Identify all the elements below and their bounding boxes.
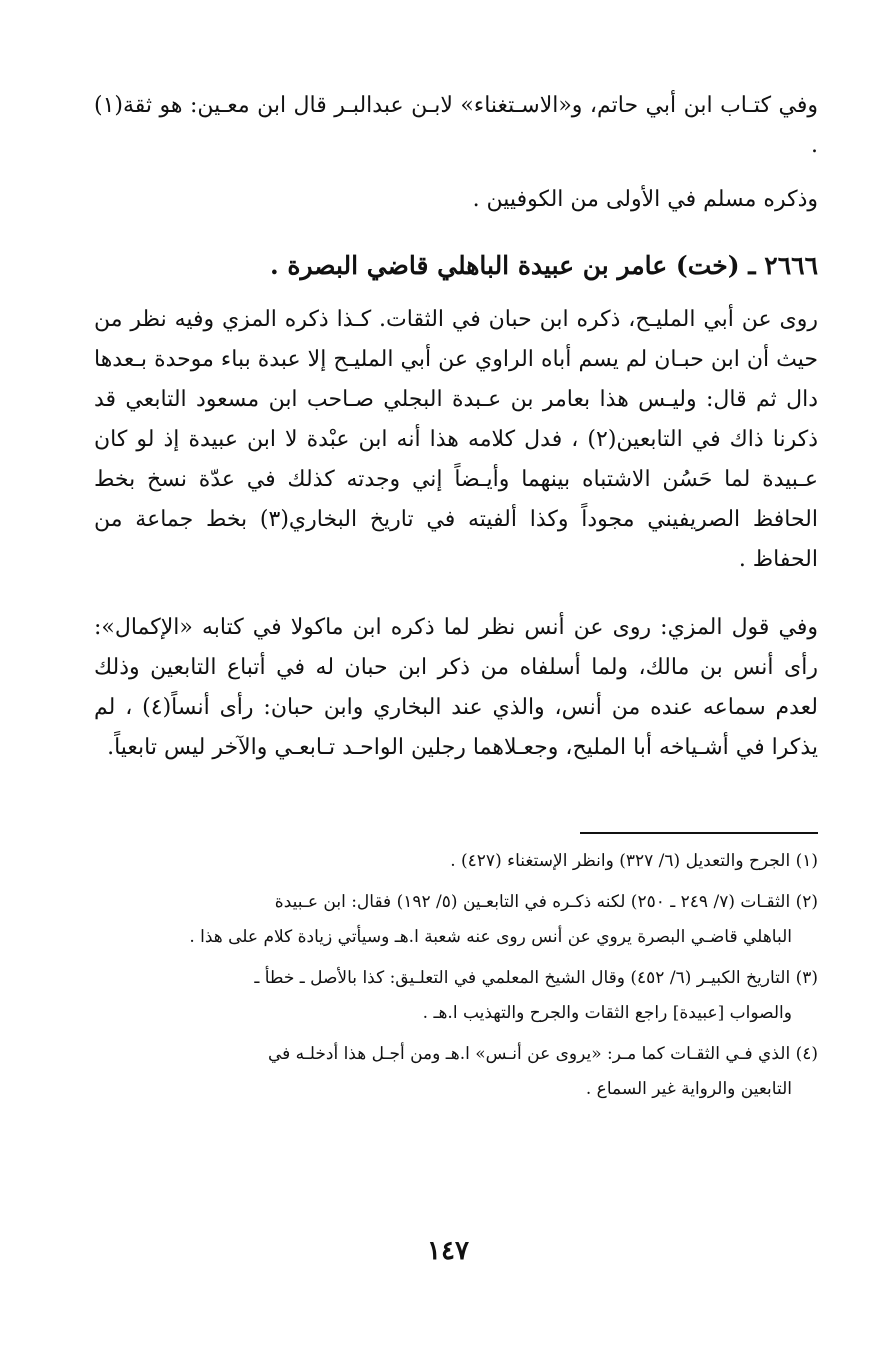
intro-paragraph-2: وذكره مسلم في الأولى من الكوفيين .	[472, 187, 818, 212]
footnote-4-line-2: التابعين والرواية غير السماع .	[585, 1079, 792, 1099]
footnote-1-line-1: (١) الجرح والتعديل (٦/ ٣٢٧) وانظر الإستغناء (٤٢٧) .	[450, 851, 818, 871]
footnote-2-line-1: (٢) الثقـات (٧/ ٢٤٩ ـ ٢٥٠) لكنه ذكـره في التابعـين (٥/ ١٩٢) فقال: ابن عـبيدة	[274, 892, 818, 912]
footnote-2-line-2: الباهلي قاضـي البصرة يروي عن أنس روى عنه شعبة ا.هـ وسيأتي زيادة كلام على هذا .	[189, 927, 792, 947]
entry-paragraph-2: وفي قول المزي: روى عن أنس نظر لما ذكره ابن ماكولا في كتابه «الإكمال»: رأى أنس بن مالك، ولما أسلفاه من ذكر ابن حبان له في أتباع التابعين وذلك لعدم سماعه عنده من أنس، والذي عند البخاري وابن حبان: رأى أنساً(٤) ، لم يذكرا في أشـياخه أبا المليح، وجعـلاهما رجلين الواحـد تـابعـي والآخر ليس تابعياً.	[94, 615, 818, 760]
footnote-2	[94, 885, 818, 955]
page-number: ١٤٧	[427, 1236, 469, 1266]
footnote-3	[94, 961, 818, 1031]
footnote-4	[94, 1037, 818, 1107]
footnote-3-line-2: والصواب [عبيدة] راجع الثقات والجرح والتهذيب ا.هـ .	[422, 1003, 792, 1023]
footnote-4-line-1: (٤) الذي فـي الثقـات كما مـر: «يروى عن أنـس» ا.هـ ومن أجـل هذا أدخلـه في	[267, 1044, 818, 1064]
footnote-3-line-1: (٣) التاريخ الكبيـر (٦/ ٤٥٢) وقال الشيخ المعلمي في التعلـيق: كذا بالأصل ـ خطأ ـ	[254, 968, 818, 988]
intro-paragraph-1: وفي كتـاب ابن أبي حاتم، و«الاسـتغناء» لابـن عبدالبـر قال ابن معـين: هو ثقة(١) .	[94, 93, 818, 158]
footnotes-list	[94, 844, 818, 1113]
footnote-1	[94, 844, 818, 879]
footnote-divider	[580, 832, 818, 834]
entry-paragraph-1: روى عن أبي المليـح، ذكره ابن حبان في الثقات. كـذا ذكره المزي وفيه نظر من حيث أن ابن حبـان لم يسم أباه الراوي عن أبي المليـح إلا عبدة بباء موحدة بـعدها دال ثم قال: وليـس هذا بعامر بن عـبدة البجلي صـاحب ابن مسعود التابعي قد ذكرنا ذاك في التابعين(٢) ، فدل كلامه هذا أنه ابن عبْدة لا ابن عبيدة إذ لو كان عـبيدة لما حَسُن الاشتباه بينهما وأيـضاً إني وجدته كذلك في عدّة نسخ بخط الحافظ الصريفيني مجوداً وكذا ألفيته في تاريخ البخاري(٣) بخط جماعة من الحفاظ .	[94, 307, 818, 572]
entry-heading: ٢٦٦٦ ـ (خت) عامر بن عبيدة الباهلي قاضي البصرة .	[269, 251, 818, 280]
